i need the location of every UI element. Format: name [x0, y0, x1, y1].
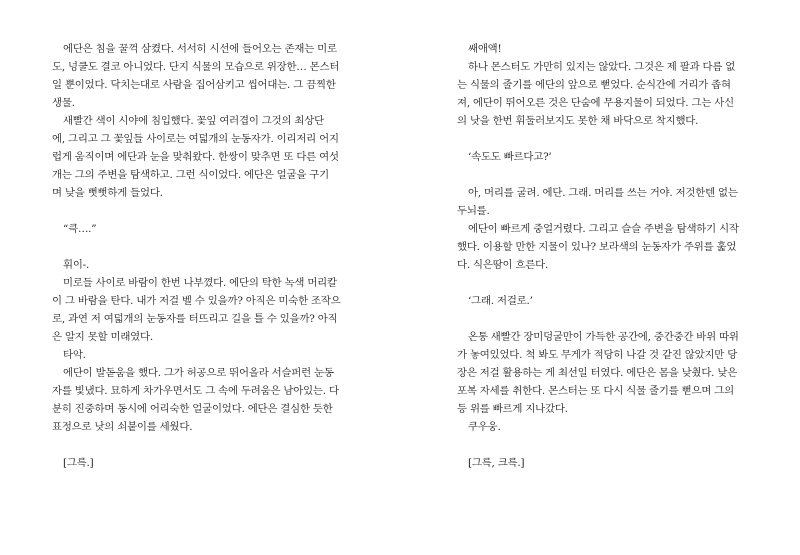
text-line: 럽게 움직이며 에단과 눈을 맞춰왔다. 한쌍이 맞추면 또 다른 여섯 [52, 151, 339, 163]
text-line: 져, 에단이 뛰어오른 것은 단숨에 무용지물이 되었다. 그는 사신 [457, 97, 734, 109]
text-line: 며 낮을 뻣뻣하게 들었다. [52, 187, 163, 199]
text-line: 타악. [63, 349, 86, 361]
paragraph [52, 454, 357, 472]
text-line: 두뇌를. [457, 205, 490, 217]
text-line: 분히 진중하며 동시에 어리숙한 얼굴이었다. 에단은 결심한 듯한 [52, 403, 333, 415]
text-line: ‘그래. 저걸로.’ [468, 295, 533, 307]
text-line: 온통 새빨간 장미덩굴만이 가득한 공간에, 중간중간 바위 따위 [468, 331, 739, 343]
text-line: 등 위를 빠르게 지나갔다. [457, 403, 568, 415]
blank-line [52, 202, 357, 220]
paragraph [52, 274, 357, 346]
paragraph [457, 184, 758, 220]
text-line: 했다. 이용할 만한 지물이 있나? 보라색의 눈동자가 주위를 훑었 [457, 241, 737, 253]
text-line: “큭….” [63, 223, 97, 235]
paragraph [52, 346, 357, 364]
text-line: [그륵.] [63, 457, 94, 469]
paragraph [457, 328, 758, 418]
text-line: 휘이-. [63, 259, 90, 271]
text-line: 표정으로 낫의 쇠붙이를 세웠다. [52, 421, 193, 433]
text-line: ‘속도도 빠르다고?’ [468, 151, 552, 163]
text-line: 도, 넝쿨도 결코 아니었다. 단지 식물의 모습으로 위장한… 몬스터 [52, 61, 340, 73]
text-line: 쿠우웅. [468, 421, 501, 433]
paragraph [52, 220, 357, 238]
paragraph [457, 220, 758, 274]
text-line: 다. 식은땀이 흐른다. [457, 259, 549, 271]
blank-line [457, 166, 758, 184]
text-line: [그륵, 크륵.] [468, 457, 525, 469]
paragraph [457, 40, 758, 58]
text-line: 개는 그의 주변을 탐색하고. 그런 식이었다. 에단은 얼굴을 구기 [52, 169, 329, 181]
text-line: 새빨간 색이 시야에 침입했다. 꽃잎 여러겹이 그것의 최상단 [63, 115, 324, 127]
text-line: 는 식물의 줄기를 에단의 앞으로 뻗었다. 순식간에 거리가 좁혀 [457, 79, 731, 91]
text-line: 아, 머리를 굴려. 에단. 그래. 머리를 쓰는 거야. 저것한텐 없는 [468, 187, 738, 199]
right-page [457, 40, 758, 472]
blank-line [52, 436, 357, 454]
text-line: 로, 과연 저 여덟개의 눈동자를 터뜨리고 길을 틀 수 있을까? 아직 [52, 313, 338, 325]
paragraph [457, 454, 758, 472]
text-line: 가 놓여있었다. 척 봐도 무게가 적당히 나갈 것 같진 않았지만 당 [457, 349, 738, 361]
blank-line [52, 238, 357, 256]
blank-line [457, 130, 758, 148]
text-line: 의 낫을 한번 휘둘러보지도 못한 채 바닥으로 착지했다. [457, 115, 699, 127]
text-line: 이 그 바람을 탄다. 내가 저걸 벨 수 있을까? 아직은 미숙한 조작으 [52, 295, 341, 307]
text-line: 에단이 빠르게 중얼거렸다. 그리고 슬슬 주변을 탐색하기 시작 [468, 223, 739, 235]
blank-line [457, 436, 758, 454]
paragraph [52, 40, 357, 112]
paragraph [52, 112, 357, 202]
text-line: 생물. [52, 97, 75, 109]
text-line: 일 뿐이었다. 닥치는대로 사람을 집어삼키고 씹어대는. 그 끔찍한 [52, 79, 336, 91]
paragraph [457, 58, 758, 130]
text-line: 자를 빛냈다. 묘하게 차가우면서도 그 속에 두려움은 남아있는. 다 [52, 385, 339, 397]
blank-line [457, 274, 758, 292]
paragraph [457, 292, 758, 310]
text-line: 에단이 발돋움을 했다. 그가 허공으로 뛰어올라 서슬퍼런 눈동 [63, 367, 334, 379]
text-line: 하나 몬스터도 가만히 있지는 않았다. 그것은 제 팔과 다름 없 [468, 61, 736, 73]
paragraph [457, 418, 758, 436]
text-line: 에단은 침을 꿀꺽 삼켰다. 서서히 시선에 들어오는 존재는 미로 [63, 43, 337, 55]
text-line: 은 알지 못할 미래였다. [52, 331, 153, 343]
text-line: 장은 저걸 활용하는 게 최선일 터였다. 에단은 몸을 낮췄다. 낮은 [457, 367, 738, 379]
paragraph [52, 256, 357, 274]
text-line: 에, 그리고 그 꽃잎들 사이로는 여덟개의 눈동자가. 이리저리 어지 [52, 133, 339, 145]
text-line: 포복 자세를 취한다. 몬스터는 또 다시 식물 줄기를 뻗으며 그의 [457, 385, 734, 397]
blank-line [457, 310, 758, 328]
paragraph [457, 148, 758, 166]
paragraph [52, 364, 357, 436]
left-page [52, 40, 357, 472]
text-line: 쌔애액! [468, 43, 502, 55]
text-line: 미로들 사이로 바람이 한번 나부꼈다. 에단의 탁한 녹색 머리칼 [63, 277, 337, 289]
